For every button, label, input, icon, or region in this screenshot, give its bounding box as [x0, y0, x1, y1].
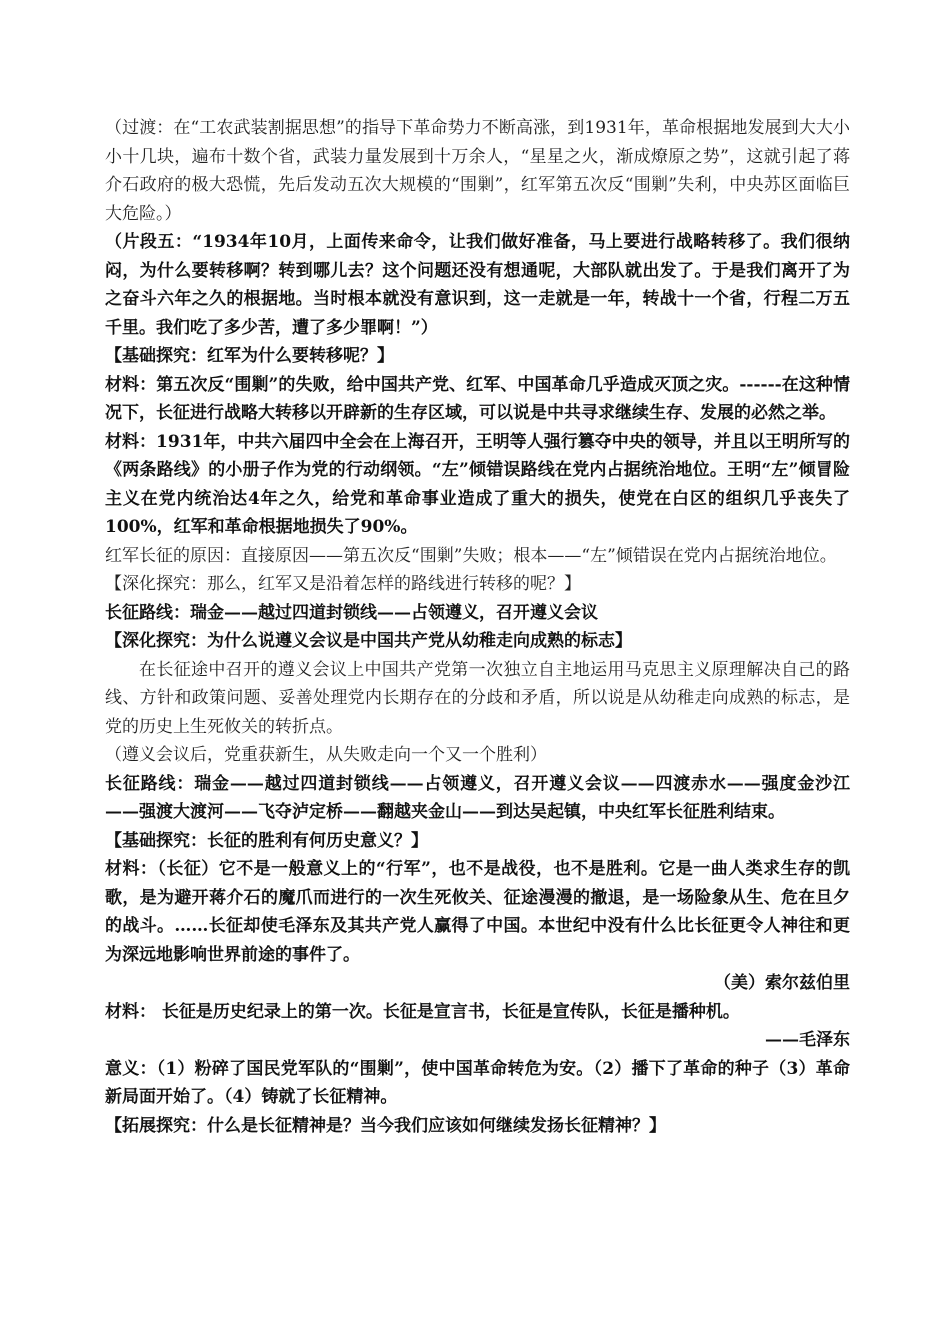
significance-paragraph: 意义：（1）粉碎了国民党军队的“围剿”，使中国革命转危为安。（2）播下了革命的种子（3）革命新局面开始了。（4）铸就了长征精神。: [105, 1058, 850, 1107]
deepening-inquiry-heading: 【深化探究：那么，红军又是沿着怎样的路线进行转移的呢？】: [105, 574, 581, 594]
attribution: （美）索尔兹伯里: [714, 973, 850, 993]
material-paragraph: 材料： 长征是历史纪录上的第一次。长征是宣言书，长征是宣传队，长征是播种机。: [105, 1001, 740, 1022]
material-paragraph: 材料：1931年，中共六届四中全会在上海召开，王明等人强行篡夺中央的领导，并且以王明所写的《两条路线》的小册子作为党的行动纲领。“左”倾错误路线在党内占据统治地位。王明“左”倾冒险主义在党内统治达4年之久，给党和革命事业造成了重大的损失，使党在白区的组织几乎丧失了100%，红军和革命根据地损失了90%。: [105, 431, 850, 537]
material-paragraph: 材料：第五次反“围剿”的失败，给中国共产党、红军、中国革命几乎造成灭顶之灾。------在这种情况下，长征进行战略大转移以开辟新的生存区域，可以说是中共寻求继续生存、发展的必然之举。: [105, 374, 850, 423]
document-page: [105, 114, 850, 1140]
basic-inquiry-heading: 【基础探究：红军为什么要转移呢？】: [105, 346, 394, 366]
attribution: ——毛泽东: [765, 1030, 850, 1050]
material-paragraph: 材料：（长征）它不是一般意义上的“行军”，也不是战役，也不是胜利。它是一曲人类求生存的凯歌，是为避开蒋介石的魔爪而进行的一次生死攸关、征途漫漫的撤退，是一场险象从生、危在旦夕的战斗。……长征却使毛泽东及其共产党人赢得了中国。本世纪中没有什么比长征更令人神往和更为深远地影响世界前途的事件了。: [105, 859, 850, 965]
zunyi-paragraph: 在长征途中召开的遵义会议上中国共产党第一次独立自主地运用马克思主义原理解决自己的路线、方针和政策问题、妥善处理党内长期存在的分歧和矛盾，所以说是从幼稚走向成熟的标志，是党的历史上生死攸关的转折点。: [105, 659, 850, 737]
deepening-inquiry-heading: 【深化探究：为什么说遵义会议是中国共产党从幼稚走向成熟的标志】: [105, 631, 632, 651]
transition-paragraph: （过渡：在“工农武装割据思想”的指导下革命势力不断高涨，到1931年，革命根据地发展到大大小小十几块，遍布十数个省，武装力量发展到十万余人，“星星之火，渐成燎原之势”，这就引起了蒋介石政府的极大恐慌，先后发动五次大规模的“围剿”，红军第五次反“围剿”失利，中央苏区面临巨大危险。）: [105, 118, 850, 224]
extension-inquiry-heading: 【拓展探究：什么是长征精神是？当今我们应该如何继续发扬长征精神？】: [105, 1115, 666, 1136]
basic-inquiry-heading: 【基础探究：长征的胜利有何历史意义？】: [105, 830, 428, 851]
after-zunyi-paragraph: （遵义会议后，党重获新生，从失败走向一个又一个胜利）: [105, 745, 547, 765]
route-paragraph: 长征路线：瑞金——越过四道封锁线——占领遵义，召开遵义会议——四渡赤水——强度金沙江——强渡大渡河——飞夺泸定桥——翻越夹金山——到达吴起镇，中央红军长征胜利结束。: [105, 773, 850, 822]
fragment-five-paragraph: （片段五：“1934年10月，上面传来命令，让我们做好准备，马上要进行战略转移了。我们很纳闷，为什么要转移啊？转到哪儿去？这个问题还没有想通呢，大部队就出发了。于是我们离开了为之奋斗六年之久的根据地。当时根本就没有意识到，这一走就是一年，转战十一个省，行程二万五千里。我们吃了多少苦，遭了多少罪啊！”）: [105, 232, 850, 338]
route-paragraph: 长征路线：瑞金——越过四道封锁线——占领遵义，召开遵义会议: [105, 602, 598, 623]
reason-paragraph: 红军长征的原因：直接原因——第五次反“围剿”失败；根本——“左”倾错误在党内占据统治地位。: [105, 545, 837, 566]
